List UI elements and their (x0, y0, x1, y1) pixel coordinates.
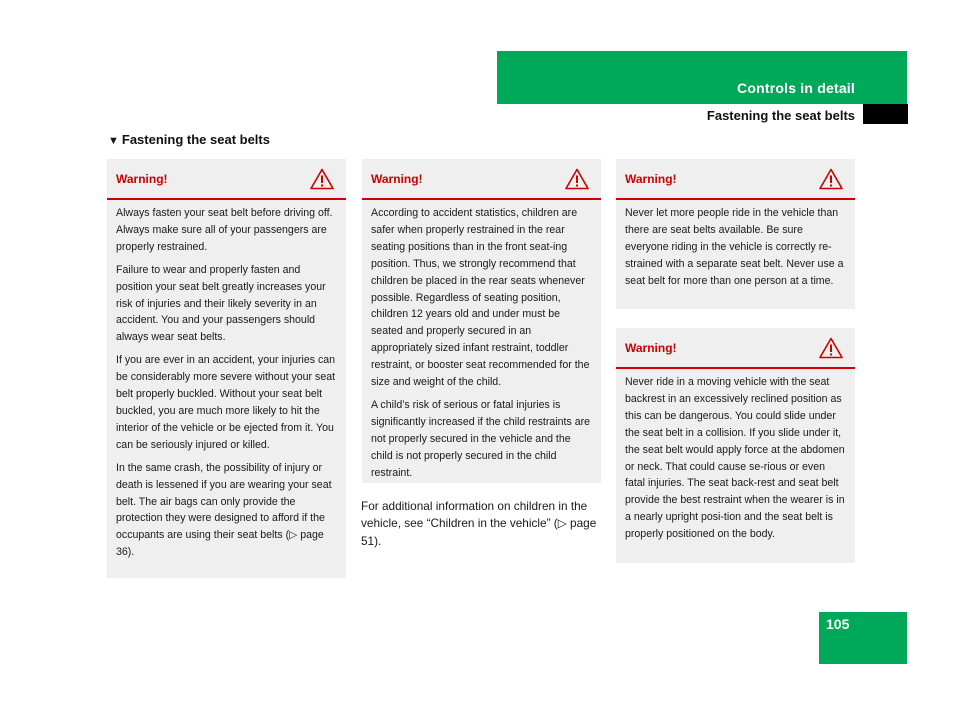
warning-header (616, 328, 855, 369)
warning-triangle-icon (565, 168, 589, 190)
warning-paragraph: Never let more people ride in the vehicle than there are seat belts available. Be sure everyone riding in the vehicle is correctly re-strained with a separate seat belt. Never use a seat belt for more than one person at a time. (625, 207, 844, 287)
section-subtitle: Fastening the seat belts (706, 108, 855, 123)
warning-label: Warning! (371, 171, 423, 186)
warning-label: Warning! (625, 171, 677, 186)
warning-header (616, 159, 855, 200)
warning-paragraph: A child’s risk of serious or fatal injuries is significantly increased if the child restraints are not properly secured in the vehicle and the child is not properly secured in the child restraint. (371, 398, 591, 479)
info-text: For additional information on children in the vehicle, see “Children in the vehicle” (▷ page 51). (361, 499, 597, 548)
warning-paragraph: Always fasten your seat belt before driving off. Always make sure all of your passengers are properly restrained. (116, 207, 333, 253)
warning-box-3 (616, 159, 855, 309)
warning-paragraph: Never ride in a moving vehicle with the seat backrest in an excessively reclined position as this can be dangerous. You could slide under the seat belt in a collision. If you slide under it, the seat belt would apply force at the abdomen or neck. That could cause se-rious or even fatal injuries. The seat back-rest and seat belt provide the best restraint when the wearer is in a nearly upright posi-tion and the seat belt is properly positioned on the body. (625, 376, 845, 541)
warning-box-2 (362, 159, 601, 483)
warning-header (107, 159, 346, 200)
warning-label: Warning! (116, 171, 168, 186)
warning-paragraph: If you are ever in an accident, your injuries can be considerably more severe without your seat belt properly buckled. Without your seat belt buckled, you are much more likely to hit the interior of the vehicle or be ejected from it. You can be seriously injured or killed. (116, 354, 336, 451)
page-number: 105 (826, 616, 850, 632)
thumb-tab (863, 104, 908, 124)
warning-box-1 (107, 159, 346, 578)
warning-triangle-icon (819, 337, 843, 359)
header-bar (497, 51, 907, 104)
warning-paragraph: Failure to wear and properly fasten and position your seat belt greatly increases your risk of injuries and their likely severity in an accident. You and your passengers should always wear seat belts. (116, 263, 326, 344)
warning-box-4 (616, 328, 855, 563)
section-heading (108, 132, 270, 147)
chapter-title: Controls in detail (737, 80, 855, 96)
warning-triangle-icon (310, 168, 334, 190)
page-number-box (819, 612, 907, 664)
warning-paragraph: According to accident statistics, children are safer when properly restrained in the rear seating positions than in the front seat-ing position. Thus, we strongly recommend that children be placed in the rear seats whenever possible. Regardless of seating position, children 12 years old and under must be seated and properly secured in an appropriately sized infant restraint, toddler restraint, or booster seat recommended for the size and weight of the child. (371, 207, 590, 389)
warning-paragraph: In the same crash, the possibility of injury or death is lessened if you are wearing your seat belt. The air bags can only provide the protection they were designed to afford if the occupants are using their seat belts (▷ page 36). (116, 461, 332, 559)
warning-label: Warning! (625, 340, 677, 355)
triangle-down-icon: ▼ (108, 135, 119, 147)
warning-triangle-icon (819, 168, 843, 190)
section-heading-text: Fastening the seat belts (121, 132, 270, 147)
warning-header (362, 159, 601, 200)
